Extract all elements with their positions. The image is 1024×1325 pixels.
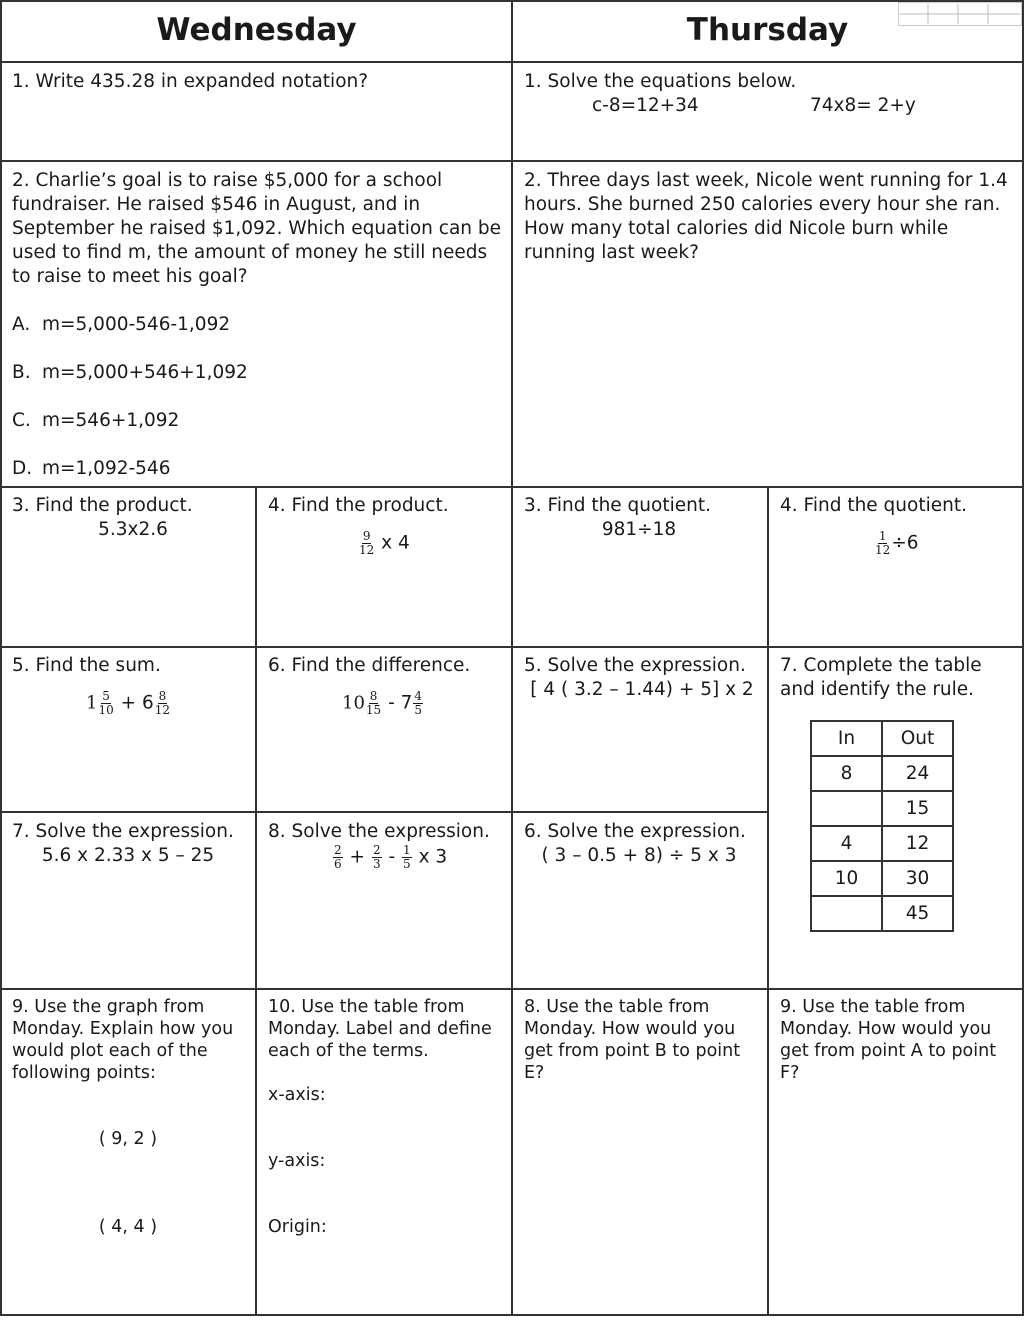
thu-q4-title: 4. Find the quotient. xyxy=(780,495,967,516)
table-cell-in: 10 xyxy=(811,861,882,896)
thu-q1 xyxy=(524,70,1014,118)
table-cell-out: 12 xyxy=(882,826,953,861)
header-wednesday: Wednesday xyxy=(156,12,357,48)
thu-q1-title: 1. Solve the equations below. xyxy=(524,71,797,92)
numerator: 2 xyxy=(372,843,381,857)
fraction xyxy=(98,690,113,717)
wed-q1: 1. Write 435.28 in expanded notation? xyxy=(12,71,369,92)
option-letter: A. xyxy=(12,314,31,335)
denominator: 12 xyxy=(359,543,375,557)
numerator: 4 xyxy=(414,689,423,703)
table-row xyxy=(811,791,953,826)
denominator: 6 xyxy=(334,857,342,871)
fraction xyxy=(372,844,382,871)
option-text: m=5,000-546-1,092 xyxy=(42,314,231,335)
table-row xyxy=(811,756,953,791)
point-2: ( 4, 4 ) xyxy=(98,1217,158,1237)
table-header-row xyxy=(811,721,953,756)
thu-q6 xyxy=(524,820,760,868)
wed-q9 xyxy=(12,996,248,1237)
thu-q1-eq2: 74x8= 2+y xyxy=(810,95,916,116)
wed-q4-title: 4. Find the product. xyxy=(268,495,449,516)
table-cell-in xyxy=(811,896,882,931)
whole-number: 10 xyxy=(342,692,365,714)
grid-line xyxy=(767,486,769,1316)
thu-q3-expr: 981÷18 xyxy=(601,519,677,540)
fraction xyxy=(366,690,381,717)
thu-q7-title: 7. Complete the table and identify the rule. xyxy=(780,655,982,700)
thu-q4-expr xyxy=(780,530,1016,557)
option-text: m=1,092-546 xyxy=(42,458,171,479)
denominator: 3 xyxy=(372,857,381,871)
option-letter: B. xyxy=(12,362,31,383)
wed-q8-title: 8. Solve the expression. xyxy=(268,821,490,842)
wed-q4-expr xyxy=(268,530,504,557)
wed-q6-title: 6. Find the difference. xyxy=(268,655,471,676)
option-text: m=546+1,092 xyxy=(42,410,180,431)
thu-q2: 2. Three days last week, Nicole went running for 1.4 hours. She burned 250 calories every hour she ran. How many total calories did Nicole burn while running last week? xyxy=(524,170,1008,263)
wed-q8 xyxy=(268,820,504,871)
thu-q5 xyxy=(524,654,760,702)
table-header: Out xyxy=(882,721,953,756)
thu-q3-title: 3. Find the quotient. xyxy=(524,495,711,516)
thu-q8: 8. Use the table from Monday. How would you get from point B to point E? xyxy=(524,997,741,1083)
option-c xyxy=(12,409,502,457)
header-thursday: Thursday xyxy=(686,12,849,48)
wed-q5 xyxy=(12,654,248,717)
table-row xyxy=(811,861,953,896)
option-d xyxy=(12,457,502,481)
wed-q9-text: 9. Use the graph from Monday. Explain how you would plot each of the following points: xyxy=(12,997,234,1083)
thu-q7 xyxy=(780,654,1016,702)
wed-q7-title: 7. Solve the expression. xyxy=(12,821,234,842)
thu-q5-expr: [ 4 ( 3.2 – 1.44) + 5] x 2 xyxy=(530,679,754,700)
wed-q8-expr xyxy=(268,844,504,871)
numerator: 5 xyxy=(102,689,110,703)
wed-q3-title: 3. Find the product. xyxy=(12,495,193,516)
fraction xyxy=(155,690,170,717)
table-row xyxy=(811,826,953,861)
wed-q7 xyxy=(12,820,248,868)
thu-q3 xyxy=(524,494,760,542)
wed-q5-expr xyxy=(12,690,248,717)
table-cell-out: 30 xyxy=(882,861,953,896)
table-cell-out: 45 xyxy=(882,896,953,931)
option-letter: C. xyxy=(12,410,31,431)
wed-q7-expr: 5.6 x 2.33 x 5 – 25 xyxy=(41,845,215,866)
wed-q10 xyxy=(268,996,504,1237)
denominator: 12 xyxy=(875,543,891,557)
thu-q9: 9. Use the table from Monday. How would you get from point A to point F? xyxy=(780,997,997,1083)
term-origin: Origin: xyxy=(268,1217,327,1237)
option-a xyxy=(12,313,502,361)
thu-q4 xyxy=(780,494,1016,557)
wed-q2 xyxy=(12,169,502,481)
wed-q5-title: 5. Find the sum. xyxy=(12,655,161,676)
wed-q2-prompt: 2. Charlie’s goal is to raise $5,000 for a school fundraiser. He raised $546 in August, and in September he raised $1,092. Which equation can be used to find m, the amount of money he still needs to raise to meet his goal? xyxy=(12,170,502,287)
fraction xyxy=(413,690,423,717)
numerator: 9 xyxy=(362,529,371,543)
wed-q3 xyxy=(12,494,248,542)
operator: - 7 xyxy=(388,692,413,714)
numerator: 2 xyxy=(334,843,342,857)
point-1: ( 9, 2 ) xyxy=(98,1129,158,1149)
denominator: 15 xyxy=(365,703,382,717)
expr-rest: x 4 xyxy=(381,532,410,554)
table-cell-in: 8 xyxy=(811,756,882,791)
table-header: In xyxy=(811,721,882,756)
numerator: 8 xyxy=(158,689,167,703)
wed-q10-text: 10. Use the table from Monday. Label and define each of the terms. xyxy=(268,997,492,1061)
table-row xyxy=(811,896,953,931)
denominator: 10 xyxy=(98,703,114,717)
term-y-axis: y-axis: xyxy=(268,1151,326,1171)
fraction xyxy=(875,530,890,557)
whole-number: 1 xyxy=(86,692,98,714)
grid-line xyxy=(0,811,768,813)
table-cell-out: 15 xyxy=(882,791,953,826)
denominator: 12 xyxy=(154,703,171,717)
numerator: 8 xyxy=(369,689,378,703)
operator: - xyxy=(388,846,396,868)
thu-q5-title: 5. Solve the expression. xyxy=(524,655,746,676)
table-cell-in xyxy=(811,791,882,826)
thu-q6-title: 6. Solve the expression. xyxy=(524,821,746,842)
operator: + 6 xyxy=(120,692,154,714)
grid-line xyxy=(0,0,2,1316)
table-cell-in: 4 xyxy=(811,826,882,861)
thu-q1-eq1: c-8=12+34 xyxy=(592,95,699,116)
wed-q3-expr: 5.3x2.6 xyxy=(98,519,168,540)
expr-rest: x 3 xyxy=(418,846,448,868)
fraction xyxy=(359,530,374,557)
numerator: 1 xyxy=(403,843,411,857)
operator: + xyxy=(349,846,366,868)
table-cell-out: 24 xyxy=(882,756,953,791)
numerator: 1 xyxy=(878,529,887,543)
grid-line xyxy=(511,0,513,1316)
expr-rest: ÷6 xyxy=(891,532,919,554)
grid-line xyxy=(255,486,257,1316)
option-b xyxy=(12,361,502,409)
option-letter: D. xyxy=(12,458,33,479)
denominator: 5 xyxy=(414,703,423,717)
fraction xyxy=(333,844,343,871)
wed-q4 xyxy=(268,494,504,557)
thu-q6-expr: ( 3 – 0.5 + 8) ÷ 5 x 3 xyxy=(541,845,737,866)
in-out-table xyxy=(810,720,954,932)
option-text: m=5,000+546+1,092 xyxy=(42,362,248,383)
wed-q6-expr xyxy=(268,690,504,717)
term-x-axis: x-axis: xyxy=(268,1085,326,1105)
wed-q6 xyxy=(268,654,504,717)
fraction xyxy=(402,844,412,871)
denominator: 5 xyxy=(403,857,411,871)
